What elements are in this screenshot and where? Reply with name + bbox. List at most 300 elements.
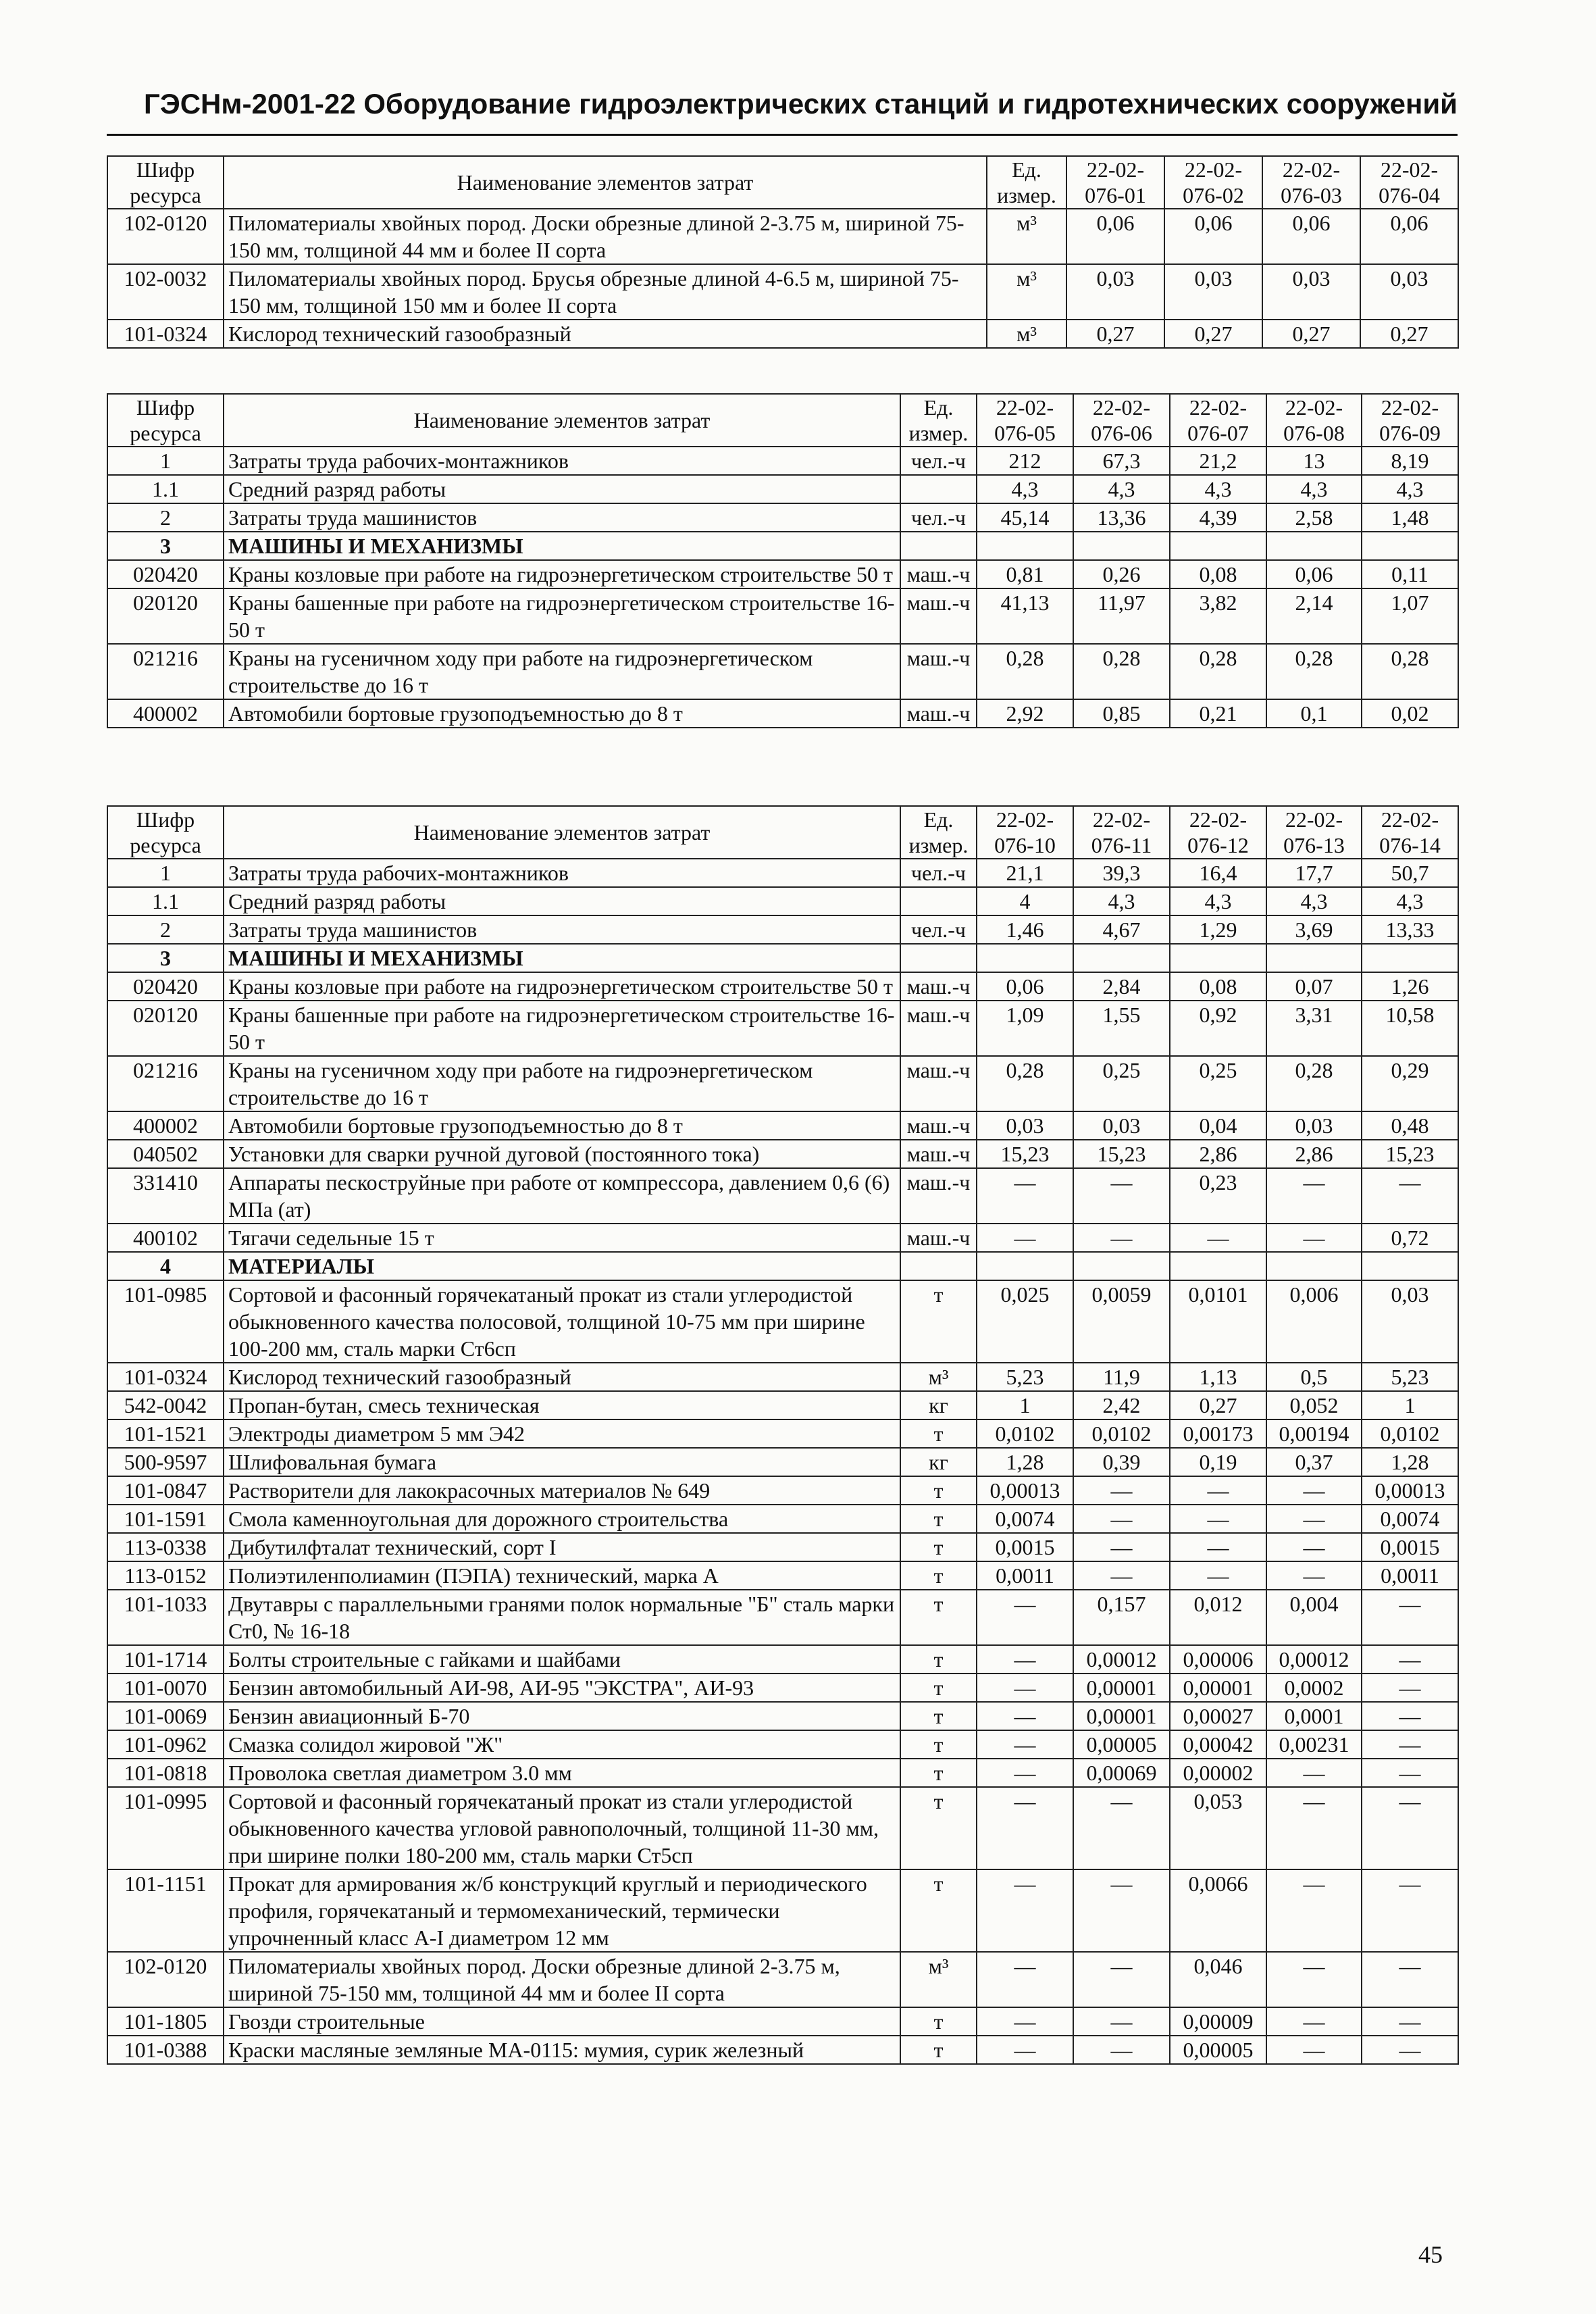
header-norm-code: 22-02-076-11 <box>1073 806 1170 859</box>
value-cell: 0,11 <box>1362 560 1458 588</box>
table-row <box>107 1590 1458 1645</box>
value-cell: 5,23 <box>977 1363 1073 1391</box>
value-cell: 0,28 <box>1362 644 1458 699</box>
value-cell: 21,2 <box>1170 447 1266 475</box>
cost-element-name: МАТЕРИАЛЫ <box>224 1252 900 1280</box>
table-row <box>107 1787 1458 1869</box>
value-cell: 0,0015 <box>977 1533 1073 1561</box>
value-cell: — <box>977 1787 1073 1869</box>
value-cell: 2,58 <box>1266 503 1362 532</box>
value-cell: — <box>1362 1702 1458 1730</box>
value-cell: — <box>1362 1952 1458 2007</box>
cost-element-name: Гвозди строительные <box>224 2007 900 2036</box>
resource-code: 400102 <box>107 1224 224 1252</box>
value-cell: 0,07 <box>1266 972 1362 1001</box>
value-cell: 0,03 <box>1360 264 1458 320</box>
table-row <box>107 1533 1458 1561</box>
value-cell: 1,48 <box>1362 503 1458 532</box>
value-cell: 0,27 <box>1170 1391 1266 1419</box>
cost-element-name: Затраты труда рабочих-монтажников <box>224 447 900 475</box>
table-row <box>107 887 1458 915</box>
cost-element-name: Пропан-бутан, смесь техническая <box>224 1391 900 1419</box>
value-cell: 0,48 <box>1362 1111 1458 1140</box>
value-cell: 0,21 <box>1170 699 1266 728</box>
value-cell <box>1073 944 1170 972</box>
value-cell <box>1266 944 1362 972</box>
resource-code: 101-0985 <box>107 1280 224 1363</box>
resource-code: 101-0995 <box>107 1787 224 1869</box>
value-cell: 0,03 <box>1066 264 1164 320</box>
cost-element-name: Затраты труда рабочих-монтажников <box>224 859 900 887</box>
value-cell: 0,00001 <box>1073 1674 1170 1702</box>
value-cell: — <box>1266 1224 1362 1252</box>
resource-code: 400002 <box>107 699 224 728</box>
value-cell <box>1073 532 1170 560</box>
value-cell: 1,09 <box>977 1001 1073 1056</box>
table-row <box>107 1419 1458 1448</box>
value-cell: 1,28 <box>977 1448 1073 1476</box>
value-cell: — <box>1362 1674 1458 1702</box>
value-cell: 0,85 <box>1073 699 1170 728</box>
value-cell: 0,08 <box>1170 972 1266 1001</box>
value-cell: 0,06 <box>1164 209 1262 264</box>
value-cell: — <box>977 2007 1073 2036</box>
value-cell: — <box>1362 1787 1458 1869</box>
cost-element-name: Автомобили бортовые грузоподъемностью до 8 т <box>224 699 900 728</box>
value-cell <box>977 1252 1073 1280</box>
value-cell: — <box>1362 1168 1458 1224</box>
value-cell: 0,00009 <box>1170 2007 1266 2036</box>
value-cell: 15,23 <box>1362 1140 1458 1168</box>
table-row <box>107 1702 1458 1730</box>
value-cell: 4,3 <box>1266 475 1362 503</box>
value-cell: 0,0011 <box>977 1561 1073 1590</box>
section-row <box>107 1252 1458 1280</box>
resource-code: 101-0388 <box>107 2036 224 2064</box>
unit-cell: маш.-ч <box>900 1168 977 1224</box>
cost-element-name: Затраты труда машинистов <box>224 503 900 532</box>
value-cell: — <box>1266 1869 1362 1952</box>
value-cell: 4,3 <box>977 475 1073 503</box>
value-cell: — <box>1266 1168 1362 1224</box>
header-norm-code: 22-02-076-09 <box>1362 394 1458 447</box>
value-cell: — <box>1266 2036 1362 2064</box>
value-cell: 16,4 <box>1170 859 1266 887</box>
value-cell: — <box>1266 1505 1362 1533</box>
resource-code: 542-0042 <box>107 1391 224 1419</box>
value-cell: 0,0102 <box>1362 1419 1458 1448</box>
cost-element-name: Автомобили бортовые грузоподъемностью до 8 т <box>224 1111 900 1140</box>
header-norm-code: 22-02-076-14 <box>1362 806 1458 859</box>
value-cell: 0,06 <box>1066 209 1164 264</box>
value-cell: — <box>1073 1533 1170 1561</box>
value-cell: 4,3 <box>1362 887 1458 915</box>
unit-cell <box>900 1252 977 1280</box>
table-row <box>107 475 1458 503</box>
value-cell: — <box>1170 1224 1266 1252</box>
value-cell: 41,13 <box>977 588 1073 644</box>
value-cell: — <box>1266 1952 1362 2007</box>
header-code: Шифр ресурса <box>107 806 224 859</box>
value-cell: 0,03 <box>977 1111 1073 1140</box>
cost-element-name: Кислород технический газообразный <box>224 1363 900 1391</box>
unit-cell: т <box>900 1533 977 1561</box>
value-cell: — <box>1266 2007 1362 2036</box>
header-norm-code: 22-02-076-12 <box>1170 806 1266 859</box>
value-cell: 0,025 <box>977 1280 1073 1363</box>
value-cell: 0,0059 <box>1073 1280 1170 1363</box>
header-unit: Ед. измер. <box>987 156 1066 209</box>
value-cell: 4 <box>977 887 1073 915</box>
value-cell: 0,08 <box>1170 560 1266 588</box>
unit-cell: т <box>900 1674 977 1702</box>
value-cell: 0,29 <box>1362 1056 1458 1111</box>
value-cell: 0,25 <box>1073 1056 1170 1111</box>
value-cell: 0,00005 <box>1170 2036 1266 2064</box>
value-cell: 0,27 <box>1066 320 1164 348</box>
resource-code: 102-0120 <box>107 1952 224 2007</box>
value-cell: — <box>1266 1561 1362 1590</box>
unit-cell: т <box>900 1869 977 1952</box>
resource-code: 020420 <box>107 972 224 1001</box>
resource-code: 102-0120 <box>107 209 224 264</box>
unit-cell: чел.-ч <box>900 915 977 944</box>
value-cell: 212 <box>977 447 1073 475</box>
resource-code: 040502 <box>107 1140 224 1168</box>
value-cell: 0,00012 <box>1073 1645 1170 1674</box>
value-cell: 0,052 <box>1266 1391 1362 1419</box>
cost-element-name: Двутавры с параллельными гранями полок нормальные "Б" сталь марки Ст0, № 16-18 <box>224 1590 900 1645</box>
unit-cell: чел.-ч <box>900 859 977 887</box>
page-header <box>107 80 1458 136</box>
value-cell: 0,006 <box>1266 1280 1362 1363</box>
unit-cell: м³ <box>900 1363 977 1391</box>
value-cell: 0,03 <box>1073 1111 1170 1140</box>
header-norm-code: 22-02-076-13 <box>1266 806 1362 859</box>
cost-element-name: Пиломатериалы хвойных пород. Доски обрезные длиной 2-3.75 м, шириной 75-150 мм, толщиной 44 мм и более II сорта <box>224 209 987 264</box>
cost-element-name: Краны на гусеничном ходу при работе на гидроэнергетическом строительстве до 16 т <box>224 1056 900 1111</box>
value-cell: 3,31 <box>1266 1001 1362 1056</box>
value-cell: — <box>1073 2036 1170 2064</box>
value-cell: 0,37 <box>1266 1448 1362 1476</box>
header-unit: Ед. измер. <box>900 806 977 859</box>
cost-element-name: Проволока светлая диаметром 3.0 мм <box>224 1759 900 1787</box>
value-cell: 0,0074 <box>977 1505 1073 1533</box>
value-cell: 0,00069 <box>1073 1759 1170 1787</box>
resource-code: 400002 <box>107 1111 224 1140</box>
resource-code: 3 <box>107 944 224 972</box>
table-row <box>107 1869 1458 1952</box>
value-cell: 45,14 <box>977 503 1073 532</box>
unit-cell <box>900 532 977 560</box>
cost-element-name: Смола каменноугольная для дорожного строительства <box>224 1505 900 1533</box>
resource-code: 331410 <box>107 1168 224 1224</box>
header-norm-code: 22-02-076-01 <box>1066 156 1164 209</box>
table-row <box>107 1140 1458 1168</box>
table-row <box>107 264 1458 320</box>
value-cell: — <box>1266 1787 1362 1869</box>
table-row <box>107 1001 1458 1056</box>
value-cell: — <box>1362 1590 1458 1645</box>
cost-element-name: Краны башенные при работе на гидроэнергетическом строительстве 16-50 т <box>224 588 900 644</box>
resource-code: 101-0847 <box>107 1476 224 1505</box>
value-cell: 4,3 <box>1266 887 1362 915</box>
cost-element-name: Растворители для лакокрасочных материалов № 649 <box>224 1476 900 1505</box>
value-cell: 0,27 <box>1360 320 1458 348</box>
value-cell: — <box>1362 2007 1458 2036</box>
table-row <box>107 1056 1458 1111</box>
table-row <box>107 1280 1458 1363</box>
unit-cell: т <box>900 2007 977 2036</box>
value-cell: — <box>1362 1645 1458 1674</box>
value-cell: 0,28 <box>1266 644 1362 699</box>
header-name: Наименование элементов затрат <box>224 156 987 209</box>
value-cell: 0,012 <box>1170 1590 1266 1645</box>
value-cell: 0,157 <box>1073 1590 1170 1645</box>
unit-cell: маш.-ч <box>900 1140 977 1168</box>
resource-code: 113-0338 <box>107 1533 224 1561</box>
value-cell: 0,00231 <box>1266 1730 1362 1759</box>
unit-cell: т <box>900 1590 977 1645</box>
value-cell: — <box>977 1702 1073 1730</box>
value-cell: 50,7 <box>1362 859 1458 887</box>
unit-cell: маш.-ч <box>900 1056 977 1111</box>
value-cell: 0,72 <box>1362 1224 1458 1252</box>
value-cell: 1,07 <box>1362 588 1458 644</box>
value-cell <box>977 944 1073 972</box>
value-cell <box>1362 532 1458 560</box>
value-cell <box>1170 532 1266 560</box>
value-cell: 1,55 <box>1073 1001 1170 1056</box>
unit-cell: т <box>900 1730 977 1759</box>
cost-element-name: Дибутилфталат технический, сорт I <box>224 1533 900 1561</box>
value-cell: 0,00194 <box>1266 1419 1362 1448</box>
value-cell: — <box>1073 1224 1170 1252</box>
value-cell: — <box>1362 1869 1458 1952</box>
value-cell: — <box>1170 1561 1266 1590</box>
table-row <box>107 1363 1458 1391</box>
unit-cell: маш.-ч <box>900 699 977 728</box>
header-unit: Ед. измер. <box>900 394 977 447</box>
resource-code: 020420 <box>107 560 224 588</box>
unit-cell <box>900 944 977 972</box>
unit-cell: т <box>900 2036 977 2064</box>
unit-cell: кг <box>900 1391 977 1419</box>
value-cell: 0,0001 <box>1266 1702 1362 1730</box>
value-cell: — <box>977 1590 1073 1645</box>
unit-cell: чел.-ч <box>900 503 977 532</box>
unit-cell: т <box>900 1561 977 1590</box>
value-cell: — <box>1073 2007 1170 2036</box>
table-row <box>107 1168 1458 1224</box>
value-cell: — <box>1170 1505 1266 1533</box>
value-cell <box>1073 1252 1170 1280</box>
value-cell <box>977 532 1073 560</box>
value-cell: 2,86 <box>1170 1140 1266 1168</box>
resource-table-2 <box>107 393 1459 728</box>
unit-cell: маш.-ч <box>900 560 977 588</box>
header-code: Шифр ресурса <box>107 156 224 209</box>
unit-cell: т <box>900 1280 977 1363</box>
value-cell: 2,86 <box>1266 1140 1362 1168</box>
value-cell: — <box>977 1730 1073 1759</box>
table-row <box>107 1674 1458 1702</box>
value-cell: — <box>977 1674 1073 1702</box>
value-cell: 3,82 <box>1170 588 1266 644</box>
table-row <box>107 915 1458 944</box>
table-row <box>107 588 1458 644</box>
value-cell: 0,39 <box>1073 1448 1170 1476</box>
table-row <box>107 209 1458 264</box>
value-cell: 1 <box>977 1391 1073 1419</box>
resource-code: 101-0069 <box>107 1702 224 1730</box>
value-cell: 0,25 <box>1170 1056 1266 1111</box>
resource-code: 1.1 <box>107 887 224 915</box>
page-number: 45 <box>1418 2241 1443 2268</box>
value-cell: 4,3 <box>1073 887 1170 915</box>
cost-element-name: Краски масляные земляные МА-0115: мумия, сурик железный <box>224 2036 900 2064</box>
resource-code: 500-9597 <box>107 1448 224 1476</box>
resource-table-1 <box>107 155 1459 349</box>
unit-cell: т <box>900 1759 977 1787</box>
cost-element-name: Сортовой и фасонный горячекатаный прокат из стали углеродистой обыкновенного качества угловой равнополочный, толщиной 11-30 мм, при ширине полки 180-200 мм, сталь марки Ст5сп <box>224 1787 900 1869</box>
value-cell: 0,00173 <box>1170 1419 1266 1448</box>
cost-element-name: Сортовой и фасонный горячекатаный прокат из стали углеродистой обыкновенного качества полосовой, толщиной 10-75 мм при ширине 100-200 мм, сталь марки Ст6сп <box>224 1280 900 1363</box>
header-norm-code: 22-02-076-03 <box>1262 156 1360 209</box>
resource-code: 4 <box>107 1252 224 1280</box>
value-cell <box>1266 1252 1362 1280</box>
value-cell: 0,06 <box>1262 209 1360 264</box>
value-cell: 2,92 <box>977 699 1073 728</box>
value-cell: 0,0102 <box>1073 1419 1170 1448</box>
cost-element-name: Пиломатериалы хвойных пород. Доски обрезные длиной 2-3.75 м, шириной 75-150 мм, толщиной 44 мм и более II сорта <box>224 1952 900 2007</box>
value-cell: — <box>1266 1759 1362 1787</box>
value-cell: 0,81 <box>977 560 1073 588</box>
unit-cell: м³ <box>987 209 1066 264</box>
value-cell: — <box>977 1952 1073 2007</box>
table-row <box>107 1448 1458 1476</box>
cost-element-name: Установки для сварки ручной дуговой (постоянного тока) <box>224 1140 900 1168</box>
value-cell: 13,33 <box>1362 915 1458 944</box>
cost-element-name: Бензин авиационный Б-70 <box>224 1702 900 1730</box>
value-cell: 13,36 <box>1073 503 1170 532</box>
cost-element-name: Шлифовальная бумага <box>224 1448 900 1476</box>
table-row <box>107 2036 1458 2064</box>
value-cell: 0,03 <box>1266 1111 1362 1140</box>
value-cell: 21,1 <box>977 859 1073 887</box>
table-row <box>107 699 1458 728</box>
table-row <box>107 644 1458 699</box>
table-row <box>107 972 1458 1001</box>
page-title: ГЭСНм-2001-22 Оборудование гидроэлектрических станций и гидротехнических сооружений <box>144 88 1458 120</box>
value-cell: 0,00006 <box>1170 1645 1266 1674</box>
resource-code: 101-0324 <box>107 1363 224 1391</box>
value-cell: 0,27 <box>1262 320 1360 348</box>
value-cell: 0,02 <box>1362 699 1458 728</box>
value-cell: 0,19 <box>1170 1448 1266 1476</box>
value-cell: — <box>977 1759 1073 1787</box>
value-cell: 11,97 <box>1073 588 1170 644</box>
table-row <box>107 1645 1458 1674</box>
unit-cell: м³ <box>987 320 1066 348</box>
value-cell: 0,28 <box>1170 644 1266 699</box>
value-cell: 4,3 <box>1073 475 1170 503</box>
value-cell: — <box>1266 1533 1362 1561</box>
value-cell: 0,28 <box>977 644 1073 699</box>
cost-element-name: Затраты труда машинистов <box>224 915 900 944</box>
value-cell: 1,26 <box>1362 972 1458 1001</box>
value-cell: 0,0074 <box>1362 1505 1458 1533</box>
value-cell: 0,004 <box>1266 1590 1362 1645</box>
value-cell: 0,28 <box>977 1056 1073 1111</box>
value-cell: 0,0066 <box>1170 1869 1266 1952</box>
resource-code: 1 <box>107 859 224 887</box>
value-cell: 0,00012 <box>1266 1645 1362 1674</box>
value-cell: 0,03 <box>1164 264 1262 320</box>
cost-element-name: Средний разряд работы <box>224 475 900 503</box>
value-cell: 4,3 <box>1362 475 1458 503</box>
value-cell: 0,26 <box>1073 560 1170 588</box>
table-row <box>107 1505 1458 1533</box>
value-cell: 0,03 <box>1362 1280 1458 1363</box>
table-row <box>107 1759 1458 1787</box>
resource-code: 101-0818 <box>107 1759 224 1787</box>
header-norm-code: 22-02-076-10 <box>977 806 1073 859</box>
value-cell: 2,14 <box>1266 588 1362 644</box>
value-cell: 0,28 <box>1266 1056 1362 1111</box>
value-cell: 0,00013 <box>977 1476 1073 1505</box>
table-row <box>107 1391 1458 1419</box>
table-row <box>107 1224 1458 1252</box>
resource-code: 101-1714 <box>107 1645 224 1674</box>
value-cell: 0,27 <box>1164 320 1262 348</box>
resource-code: 020120 <box>107 588 224 644</box>
resource-code: 2 <box>107 915 224 944</box>
unit-cell: т <box>900 1787 977 1869</box>
section-row <box>107 944 1458 972</box>
value-cell <box>1362 944 1458 972</box>
resource-code: 113-0152 <box>107 1561 224 1590</box>
cost-element-name: Средний разряд работы <box>224 887 900 915</box>
header-norm-code: 22-02-076-06 <box>1073 394 1170 447</box>
value-cell: 1 <box>1362 1391 1458 1419</box>
value-cell: — <box>1073 1787 1170 1869</box>
resource-code: 021216 <box>107 1056 224 1111</box>
value-cell: — <box>1073 1505 1170 1533</box>
header-code: Шифр ресурса <box>107 394 224 447</box>
unit-cell: т <box>900 1476 977 1505</box>
table-row <box>107 1476 1458 1505</box>
value-cell: 1,46 <box>977 915 1073 944</box>
value-cell: 4,3 <box>1170 887 1266 915</box>
table-row <box>107 1561 1458 1590</box>
unit-cell: т <box>900 1702 977 1730</box>
table-row <box>107 1730 1458 1759</box>
value-cell: 0,00001 <box>1170 1674 1266 1702</box>
table-row <box>107 447 1458 475</box>
unit-cell: кг <box>900 1448 977 1476</box>
value-cell: 0,28 <box>1073 644 1170 699</box>
value-cell: 67,3 <box>1073 447 1170 475</box>
value-cell: 17,7 <box>1266 859 1362 887</box>
value-cell: 0,00027 <box>1170 1702 1266 1730</box>
resource-code: 021216 <box>107 644 224 699</box>
unit-cell: м³ <box>987 264 1066 320</box>
value-cell: 0,0011 <box>1362 1561 1458 1590</box>
value-cell: 11,9 <box>1073 1363 1170 1391</box>
resource-code: 1 <box>107 447 224 475</box>
table-row <box>107 320 1458 348</box>
